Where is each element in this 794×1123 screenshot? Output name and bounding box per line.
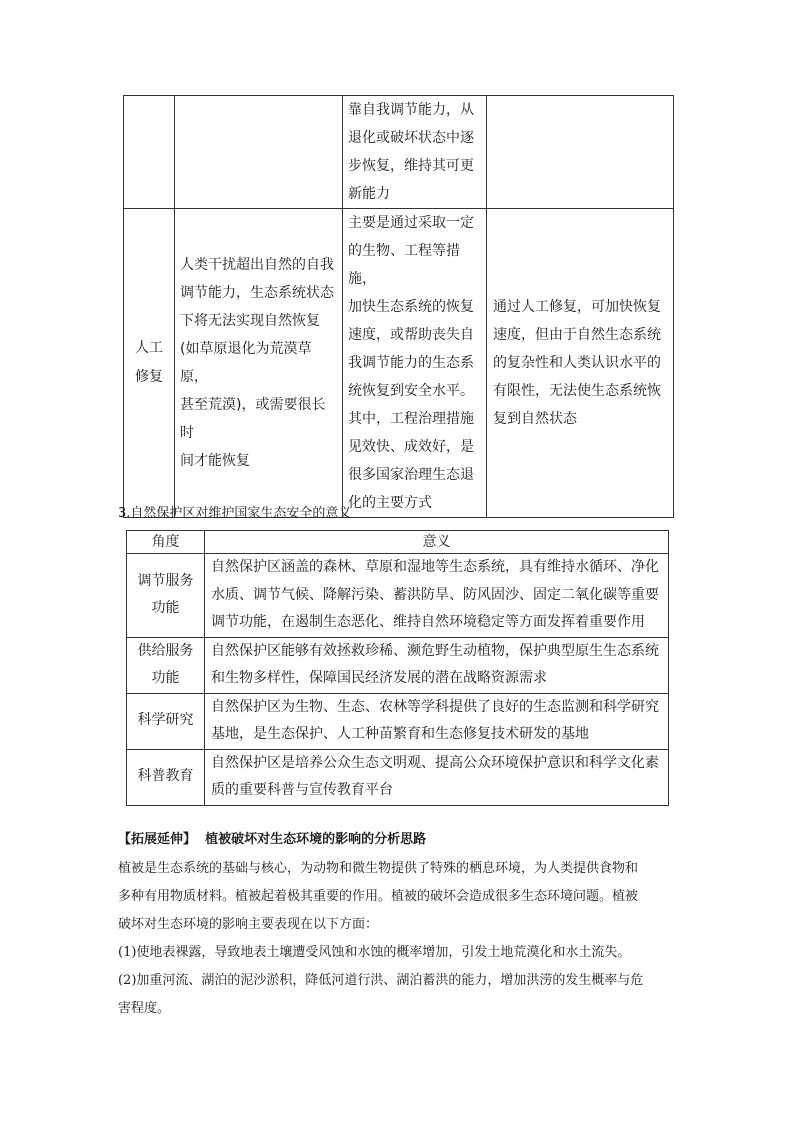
extension-section bbox=[118, 827, 684, 1023]
meaning-cell bbox=[205, 749, 669, 805]
column-header-angle: 角度 bbox=[127, 531, 205, 554]
note-line: 复到自然状态 bbox=[493, 411, 577, 427]
section-title: 3.自然保护区对维护国家生态安全的意义 bbox=[118, 506, 352, 521]
cause-line: 甚至荒漠)，或需要很长时 bbox=[180, 397, 326, 441]
method-line: 加快生态系统的恢复 bbox=[348, 299, 474, 315]
cause-cell bbox=[175, 96, 343, 209]
table-row bbox=[127, 693, 669, 749]
method-line: 统恢复到安全水平。 bbox=[348, 383, 474, 399]
table-row bbox=[127, 554, 669, 638]
paragraph-line: 植被是生态系统的基础与核心，为动物和微生物提供了特殊的栖息环境，为人类提供食物和 bbox=[118, 861, 639, 876]
method-line: 靠自我调节能力，从 bbox=[348, 102, 474, 118]
paragraph-line: 害程度。 bbox=[118, 1001, 171, 1016]
cause-line: (如草原退化为荒漠草原， bbox=[180, 341, 312, 385]
note-cell bbox=[487, 96, 674, 209]
note-line: 通过人工修复，可加快恢复 bbox=[493, 299, 661, 315]
cause-cell bbox=[175, 209, 343, 518]
method-line: 化的主要方式 bbox=[348, 495, 432, 511]
method-line: 见效快、成效好，是 bbox=[348, 439, 474, 455]
method-line: 主要是通过采取一定 bbox=[348, 215, 474, 231]
angle-line: 调节服务 bbox=[137, 572, 194, 589]
angle-cell bbox=[127, 554, 205, 638]
cause-line: 间才能恢复 bbox=[180, 453, 250, 469]
restoration-type-line: 修复 bbox=[135, 369, 163, 385]
method-line: 的生物、工程等措施， bbox=[348, 243, 460, 287]
meaning-line: 自然保护区为生物、生态、农林等学科提供了良好的生态监测和科学研究 bbox=[211, 698, 659, 715]
paragraph-line: (1)使地表裸露，导致地表土壤遭受风蚀和水蚀的概率增加，引发土地荒漠化和水土流失。 bbox=[118, 945, 631, 960]
restoration-table bbox=[123, 95, 674, 518]
meaning-line: 水质、调节气候、降解污染、蓄洪防旱、防风固沙、固定二氧化碳等重要 bbox=[211, 586, 659, 603]
table-row bbox=[127, 637, 669, 693]
method-cell bbox=[343, 209, 487, 518]
paragraph-line: (2)加重河流、湖泊的泥沙淤积，降低河道行洪、湖泊蓄洪的能力，增加洪涝的发生概率与危 bbox=[118, 973, 644, 988]
table-row bbox=[124, 96, 674, 209]
method-line: 速度，或帮助丧失自 bbox=[348, 327, 474, 343]
method-cell bbox=[343, 96, 487, 209]
meaning-line: 和生物多样性，保障国民经济发展的潜在战略资源需求 bbox=[211, 670, 547, 686]
meaning-line: 自然保护区是培养公众生态文明观、提高公众环境保护意识和科学文化素 bbox=[211, 754, 659, 771]
method-line: 步恢复，维持其可更 bbox=[348, 158, 474, 174]
restoration-type-cell bbox=[124, 96, 175, 209]
angle-cell bbox=[127, 693, 205, 749]
note-line: 的复杂性和人类认识水平的 bbox=[493, 355, 661, 371]
method-line: 退化或破坏状态中逐 bbox=[348, 130, 474, 146]
angle-cell bbox=[127, 749, 205, 805]
cause-line: 调节能力，生态系统状态 bbox=[180, 285, 334, 301]
meaning-cell bbox=[205, 554, 669, 638]
table-header-row bbox=[127, 531, 669, 554]
angle-line: 科学研究 bbox=[137, 712, 194, 729]
note-line: 速度，但由于自然生态系统 bbox=[493, 327, 661, 343]
meaning-line: 质的重要科普与宣传教育平台 bbox=[211, 782, 393, 798]
paragraph-line: 破坏对生态环境的影响主要表现在以下方面： bbox=[118, 917, 379, 932]
column-header-meaning: 意义 bbox=[205, 531, 669, 554]
extension-heading bbox=[118, 827, 684, 853]
meaning-line: 调节功能，在遏制生态恶化、维持自然环境稳定等方面发挥着重要作用 bbox=[211, 614, 645, 630]
method-line: 我调节能力的生态系 bbox=[348, 355, 474, 371]
cause-line: 下将无法实现自然恢复 bbox=[180, 313, 320, 329]
angle-cell bbox=[127, 637, 205, 693]
meaning-cell bbox=[205, 637, 669, 693]
angle-line: 科普教育 bbox=[137, 768, 194, 785]
extension-title: 植被破坏对生态环境的影响的分析思路 bbox=[205, 832, 427, 847]
angle-line: 功能 bbox=[151, 670, 180, 686]
note-cell bbox=[487, 209, 674, 518]
method-line: 新能力 bbox=[348, 186, 390, 202]
meaning-line: 自然保护区能够有效拯救珍稀、濒危野生动植物，保护典型原生生态系统 bbox=[211, 642, 659, 659]
method-line: 其中，工程治理措施 bbox=[348, 411, 474, 427]
angle-line: 功能 bbox=[151, 600, 180, 617]
meaning-line: 基地，是生态保护、人工种苗繁育和生态修复技术研发的基地 bbox=[211, 726, 589, 742]
table-row bbox=[124, 209, 674, 518]
paragraph-line: 多种有用物质材料。植被起着极其重要的作用。植被的破坏会造成很多生态环境问题。植被 bbox=[118, 889, 639, 904]
meaning-cell bbox=[205, 693, 669, 749]
restoration-type-line: 人工 bbox=[135, 340, 163, 356]
cause-line: 人类干扰超出自然的自我 bbox=[180, 257, 334, 273]
meaning-line: 自然保护区涵盖的森林、草原和湿地等生态系统，具有维持水循环、净化 bbox=[211, 559, 659, 575]
note-line: 有限性，无法使生态系统恢 bbox=[493, 383, 661, 399]
table-row bbox=[127, 749, 669, 805]
extension-bracket-label: 【拓展延伸】 bbox=[118, 832, 197, 847]
reserve-significance-table bbox=[126, 530, 669, 806]
method-line: 很多国家治理生态退 bbox=[348, 467, 474, 483]
angle-line: 供给服务 bbox=[137, 642, 194, 659]
restoration-type-cell bbox=[124, 209, 175, 518]
